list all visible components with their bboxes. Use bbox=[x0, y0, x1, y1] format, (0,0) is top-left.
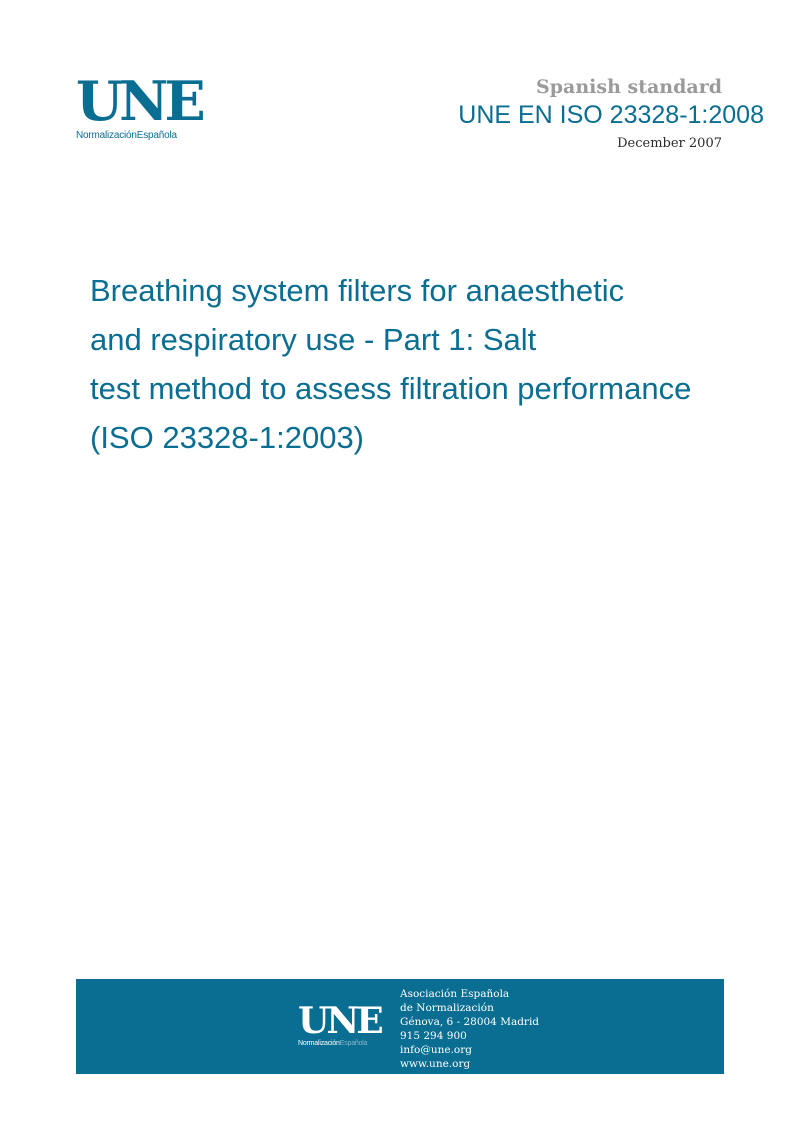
contact-info bbox=[400, 987, 539, 1071]
org-name-line-2: de Normalización bbox=[400, 1002, 494, 1014]
phone: 915 294 900 bbox=[400, 1030, 467, 1042]
email: info@une.org bbox=[400, 1044, 472, 1056]
document-title bbox=[90, 266, 750, 462]
footer-banner bbox=[76, 979, 724, 1074]
title-line: (ISO 23328-1:2003) bbox=[90, 420, 365, 455]
title-line: test method to assess filtration performance bbox=[90, 371, 692, 406]
website: www.une.org bbox=[400, 1058, 471, 1070]
standard-type: Spanish standard bbox=[536, 76, 722, 98]
title-line: and respiratory use - Part 1: Salt bbox=[90, 322, 537, 357]
logo-tagline-left: Normalización bbox=[298, 1040, 340, 1047]
logo-wordmark: UNE bbox=[298, 1000, 381, 1042]
title-line: Breathing system filters for anaesthetic bbox=[90, 273, 625, 308]
logo-tagline-right: Española bbox=[339, 1040, 368, 1047]
header-info bbox=[458, 76, 764, 151]
logo-wordmark: UNE bbox=[76, 69, 202, 133]
logo-tagline-left: Normalización bbox=[76, 130, 137, 141]
une-logo bbox=[76, 69, 202, 141]
address: Génova, 6 - 28004 Madrid bbox=[400, 1016, 540, 1028]
une-logo-footer bbox=[298, 1000, 381, 1047]
logo-tagline-right: Española bbox=[136, 130, 177, 141]
org-name-line-1: Asociación Española bbox=[400, 988, 510, 1000]
publication-date: December 2007 bbox=[617, 136, 722, 151]
standard-code: UNE EN ISO 23328-1:2008 bbox=[458, 101, 764, 129]
